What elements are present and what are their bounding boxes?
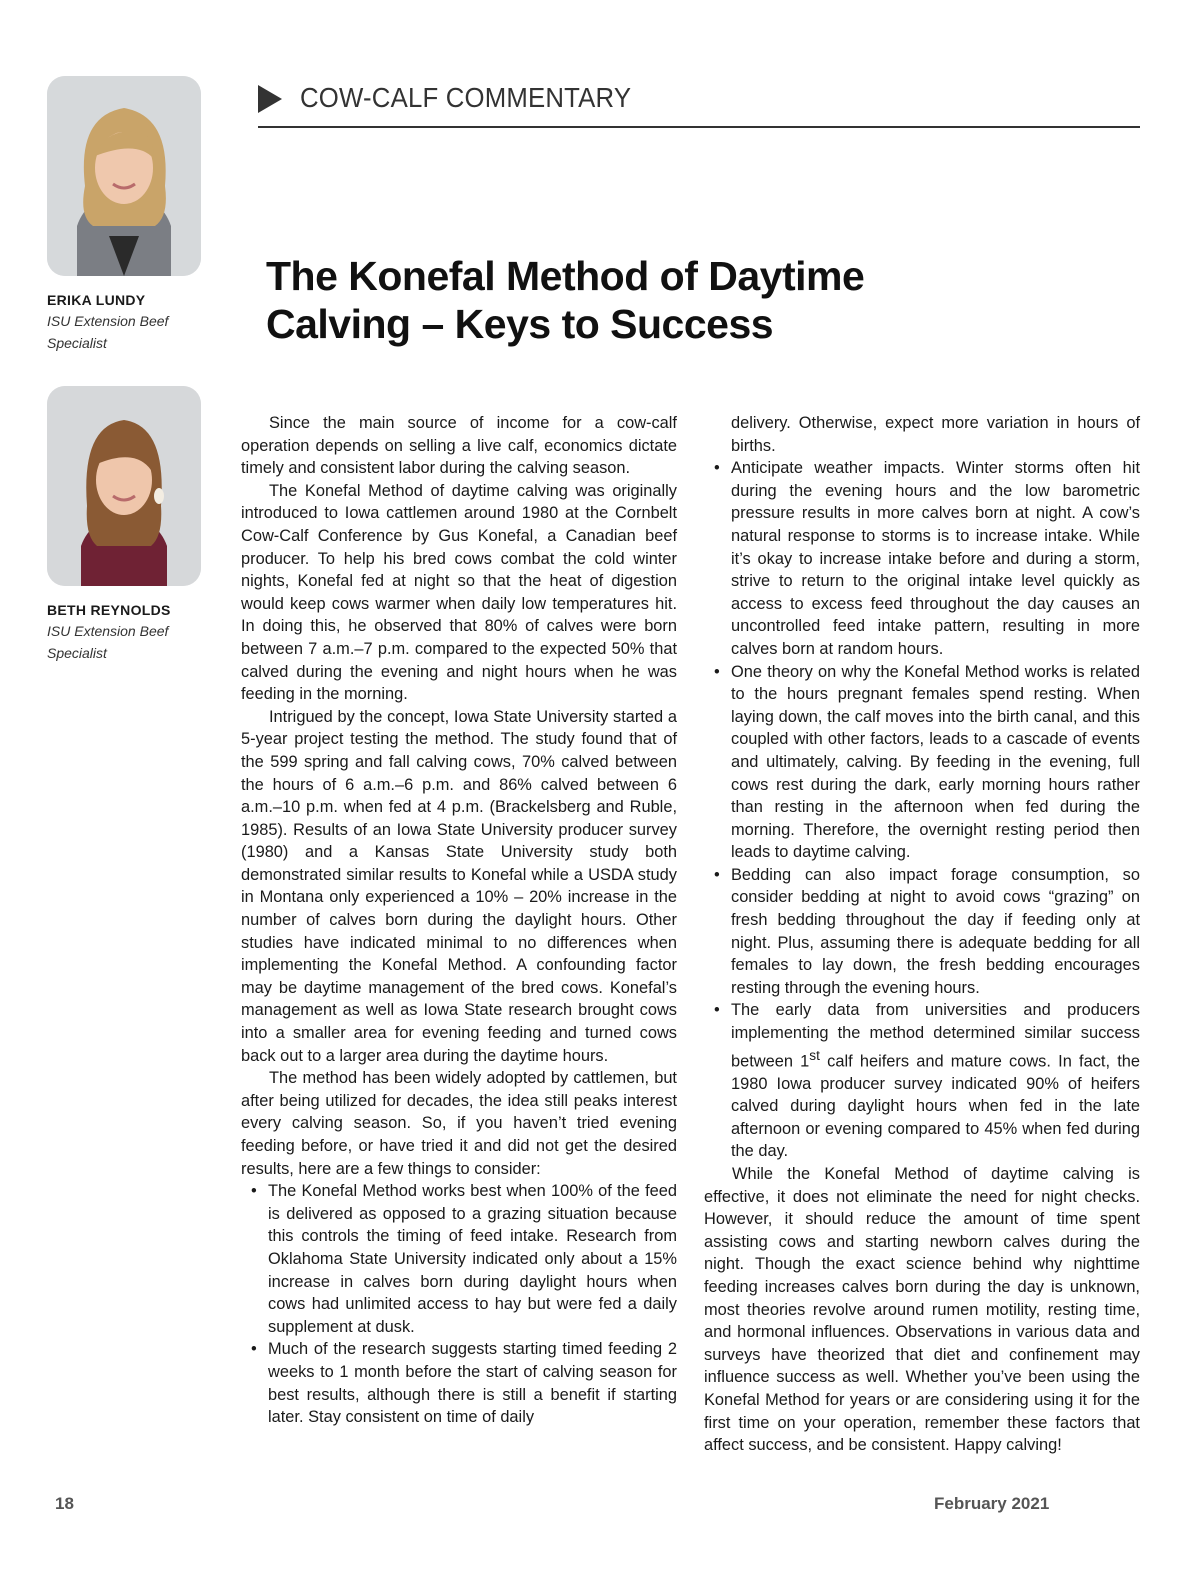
- paragraph: Since the main source of income for a cow-calf operation depends on selling a live calf, economics dictate timely and consistent labor during the calving season.: [241, 414, 677, 478]
- author-portrait-icon: [47, 76, 201, 276]
- list-item: • The Konefal Method works best when 100% of the feed is delivered as opposed to a grazing situation because this controls the timing of feed intake. Research from Oklahoma State University indicated only about a 15% increase in calves born during daylight hours when cows had unlimited access to hay but were fed a daily supplement at dusk.: [241, 1180, 677, 1338]
- author-role-2: ISU Extension Beef Specialist: [47, 623, 169, 661]
- author-portrait-icon: [47, 386, 201, 586]
- body-column-right: [704, 412, 1140, 1457]
- author-name-2: BETH REYNOLDS: [47, 602, 171, 618]
- list-item: • One theory on why the Konefal Method works is related to the hours pregnant females spend resting. When laying down, the calf moves into the birth canal, and this coupled with other factors, leads to a cascade of events and ultimately, calving. By feeding in the evening, full cows rest during the dark, early morning hours rather than resting in the afternoon when fed during the morning. Therefore, the overnight resting period then leads to daytime calving.: [704, 661, 1140, 864]
- paragraph: Intrigued by the concept, Iowa State University started a 5-year project testing the method. The study found that of the 599 spring and fall calving cows, 70% calved between the hours of 6 a.m.–6 p.m. and 86% calved between 6 a.m.–10 p.m. when fed at 4 p.m. (Brackelsberg and Ruble, 1985). Results of an Iowa State University producer survey (1980) and a Kansas State University study both demonstrated similar results to Konefal while a USDA study in Montana only experienced a 10% – 20% increase in the number of calves born during the daylight hours. Other studies have indicated minimal to no differences when implementing the Konefal Method. A confounding factor may be daytime management of the bred cows. Konefal’s management as well as Iowa State research brought cows into a smaller area for evening feeding and turned cows back out to a larger area during the daytime hours.: [241, 707, 677, 1065]
- page-number: 18: [55, 1494, 74, 1513]
- author-role-1: ISU Extension Beef Specialist: [47, 313, 169, 351]
- body-column-left: [241, 412, 677, 1429]
- author-card-1: [47, 76, 207, 354]
- paragraph: The Konefal Method of daytime calving was originally introduced to Iowa cattlemen around 1980 at the Cornbelt Cow-Calf Conference by Gus Konefal, a Canadian beef producer. To help his bred cows combat the cold winter nights, Konefal fed at night so that the heat of digestion would keep cows warmer when daily low temperatures hit. In doing this, he observed that 80% of calves were born between 7 a.m.–7 p.m. compared to the expected 50% that calved during the evening and night hours when he was feeding in the morning.: [241, 481, 677, 704]
- header-rule: [258, 126, 1140, 128]
- list-item-continued: delivery. Otherwise, expect more variation in hours of births.: [731, 414, 1140, 455]
- article-title-line-1: The Konefal Method of Daytime: [266, 253, 865, 299]
- author-photo-1: [47, 76, 201, 276]
- list-item: [704, 999, 1140, 1163]
- author-card-2: [47, 386, 207, 664]
- list-item: • Bedding can also impact forage consumption, so consider bedding at night to avoid cows “grazing” on fresh bedding throughout the day if feeding only at night. Plus, assuming there is adequate bedding for all females to lay down, the fresh bedding encourages resting through the evening hours.: [704, 864, 1140, 1000]
- ordinal-suffix: st: [809, 1047, 820, 1063]
- tips-list: [704, 457, 1140, 1163]
- paragraph: While the Konefal Method of daytime calving is effective, it does not eliminate the need for night checks. However, it should reduce the amount of time spent assisting cows and starting newborn calves during the night. Though the exact science behind why nighttime feeding increases calves born during the day is unknown, most theories revolve around rumen motility, resting time, and hormonal influences. Observations in various data and surveys have theorized that diet and confinement may influence success as well. Whether you’ve been using the Konefal Method for years or are considering using it for the first time on your operation, remember these factors that affect success, and be consistent. Happy calving!: [704, 1165, 1140, 1455]
- article-title: [266, 252, 1086, 348]
- section-label: COW-CALF COMMENTARY: [300, 82, 632, 113]
- list-item-text: The early data from universities and producers implementing the method determined similar success between 1: [731, 1001, 1140, 1071]
- author-photo-2: [47, 386, 201, 586]
- list-item: • Much of the research suggests starting timed feeding 2 weeks to 1 month before the start of calving season for best results, although there is still a benefit if starting later. Stay consistent on time of daily: [241, 1338, 677, 1428]
- list-item-text: calf heifers and mature cows. In fact, the 1980 Iowa producer survey indicated 90% of heifers calved during daylight hours when fed in the late afternoon or evening compared to 45% when fed during the day.: [731, 1052, 1140, 1161]
- issue-date: February 2021: [934, 1494, 1050, 1513]
- section-header: [258, 80, 1140, 130]
- paragraph: The method has been widely adopted by cattlemen, but after being utilized for decades, the idea still peaks interest every calving season. So, if you haven’t tried evening feeding before, or have tried it and did not get the desired results, here are a few things to consider:: [241, 1069, 677, 1178]
- play-triangle-icon: [258, 85, 282, 113]
- article-title-line-2: Calving – Keys to Success: [266, 301, 774, 347]
- author-name-1: ERIKA LUNDY: [47, 292, 146, 308]
- tips-list: [241, 1180, 677, 1429]
- list-item: • Anticipate weather impacts. Winter storms often hit during the evening hours and the low barometric pressure results in more calves born at night. A cow’s natural response to storms is to increase intake. While it’s okay to increase intake before and during a storm, strive to return to the original intake level quickly as access to excess feed throughout the day causes an uncontrolled feed intake pattern, resulting in more calves born at random hours.: [704, 457, 1140, 660]
